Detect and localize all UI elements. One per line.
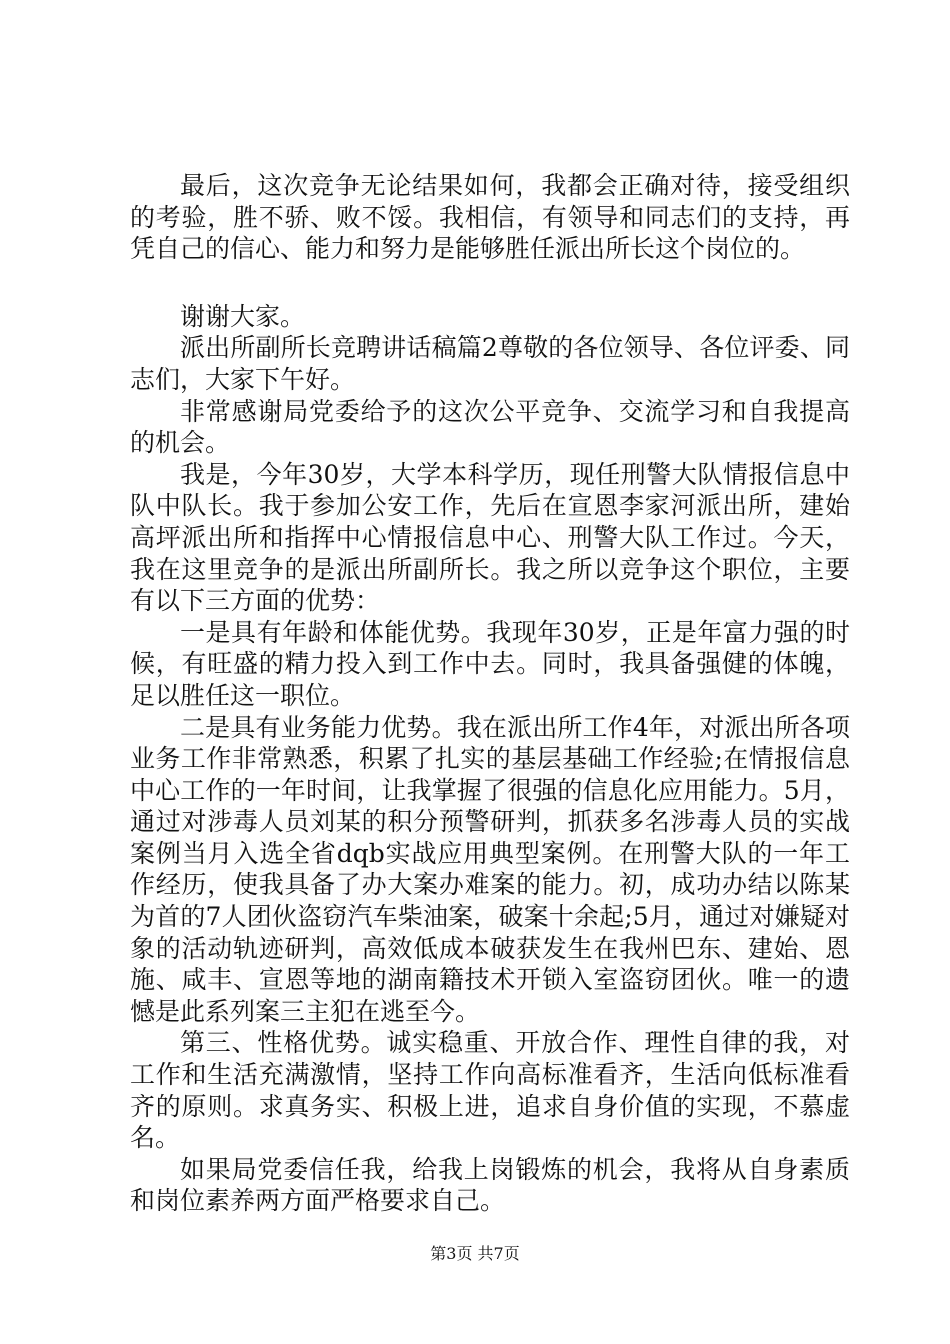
paragraph-thanks: 谢谢大家。 — [180, 301, 306, 331]
paragraph-commitment: 如果局党委信任我，给我上岗锻炼的机会，我将从自身素质和岗位素养两方面严格要求自己。 — [130, 1154, 850, 1216]
paragraph-gratitude: 非常感谢局党委给予的这次公平竞争、交流学习和自我提高的机会。 — [130, 396, 850, 458]
paragraph-introduction: 我是，今年30岁，大学本科学历，现任刑警大队情报信息中队中队长。我于参加公安工作，先后在宣恩李家河派出所，建始高坪派出所和指挥中心情报信息中心、刑警大队工作过。今天，我在这里竞争的是派出所副所长。我之所以竞争这个职位，主要有以下三方面的优势： — [130, 459, 850, 616]
paragraph-gap — [130, 265, 850, 301]
document-body — [130, 170, 850, 1217]
paragraph-closing: 最后，这次竞争无论结果如何，我都会正确对待，接受组织的考验，胜不骄、败不馁。我相信，有领导和同志们的支持，再凭自己的信心、能力和努力是能够胜任派出所长这个岗位的。 — [130, 171, 850, 264]
paragraph-advantage-character: 第三、性格优势。诚实稳重、开放合作、理性自律的我，对工作和生活充满激情，坚持工作向高标准看齐，生活向低标准看齐的原则。求真务实、积极上进，追求自身价值的实现，不慕虚名。 — [130, 1028, 850, 1153]
paragraph-advantage-business: 二是具有业务能力优势。我在派出所工作4年，对派出所各项业务工作非常熟悉，积累了扎实的基层基础工作经验;在情报信息中心工作的一年时间，让我掌握了很强的信息化应用能力。5月，通过对涉毒人员刘某的积分预警研判，抓获多名涉毒人员的实战案例当月入选全省dqb实战应用典型案例。在刑警大队的一年工作经历，使我具备了办大案办难案的能力。初，成功办结以陈某为首的7人团伙盗窃汽车柴油案，破案十余起;5月，通过对嫌疑对象的活动轨迹研判，高效低成本破获发生在我州巴东、建始、恩施、咸丰、宣恩等地的湖南籍技术开锁入室盗窃团伙。唯一的遗憾是此系列案三主犯在逃至今。 — [130, 712, 850, 1026]
paragraph-advantage-age: 一是具有年龄和体能优势。我现年30岁，正是年富力强的时候，有旺盛的精力投入到工作中去。同时，我具备强健的体魄，足以胜任这一职位。 — [130, 617, 850, 710]
paragraph-speech-title: 派出所副所长竞聘讲话稿篇2尊敬的各位领导、各位评委、同志们，大家下午好。 — [130, 333, 850, 394]
page-number-footer: 第3页 共7页 — [430, 1244, 520, 1263]
